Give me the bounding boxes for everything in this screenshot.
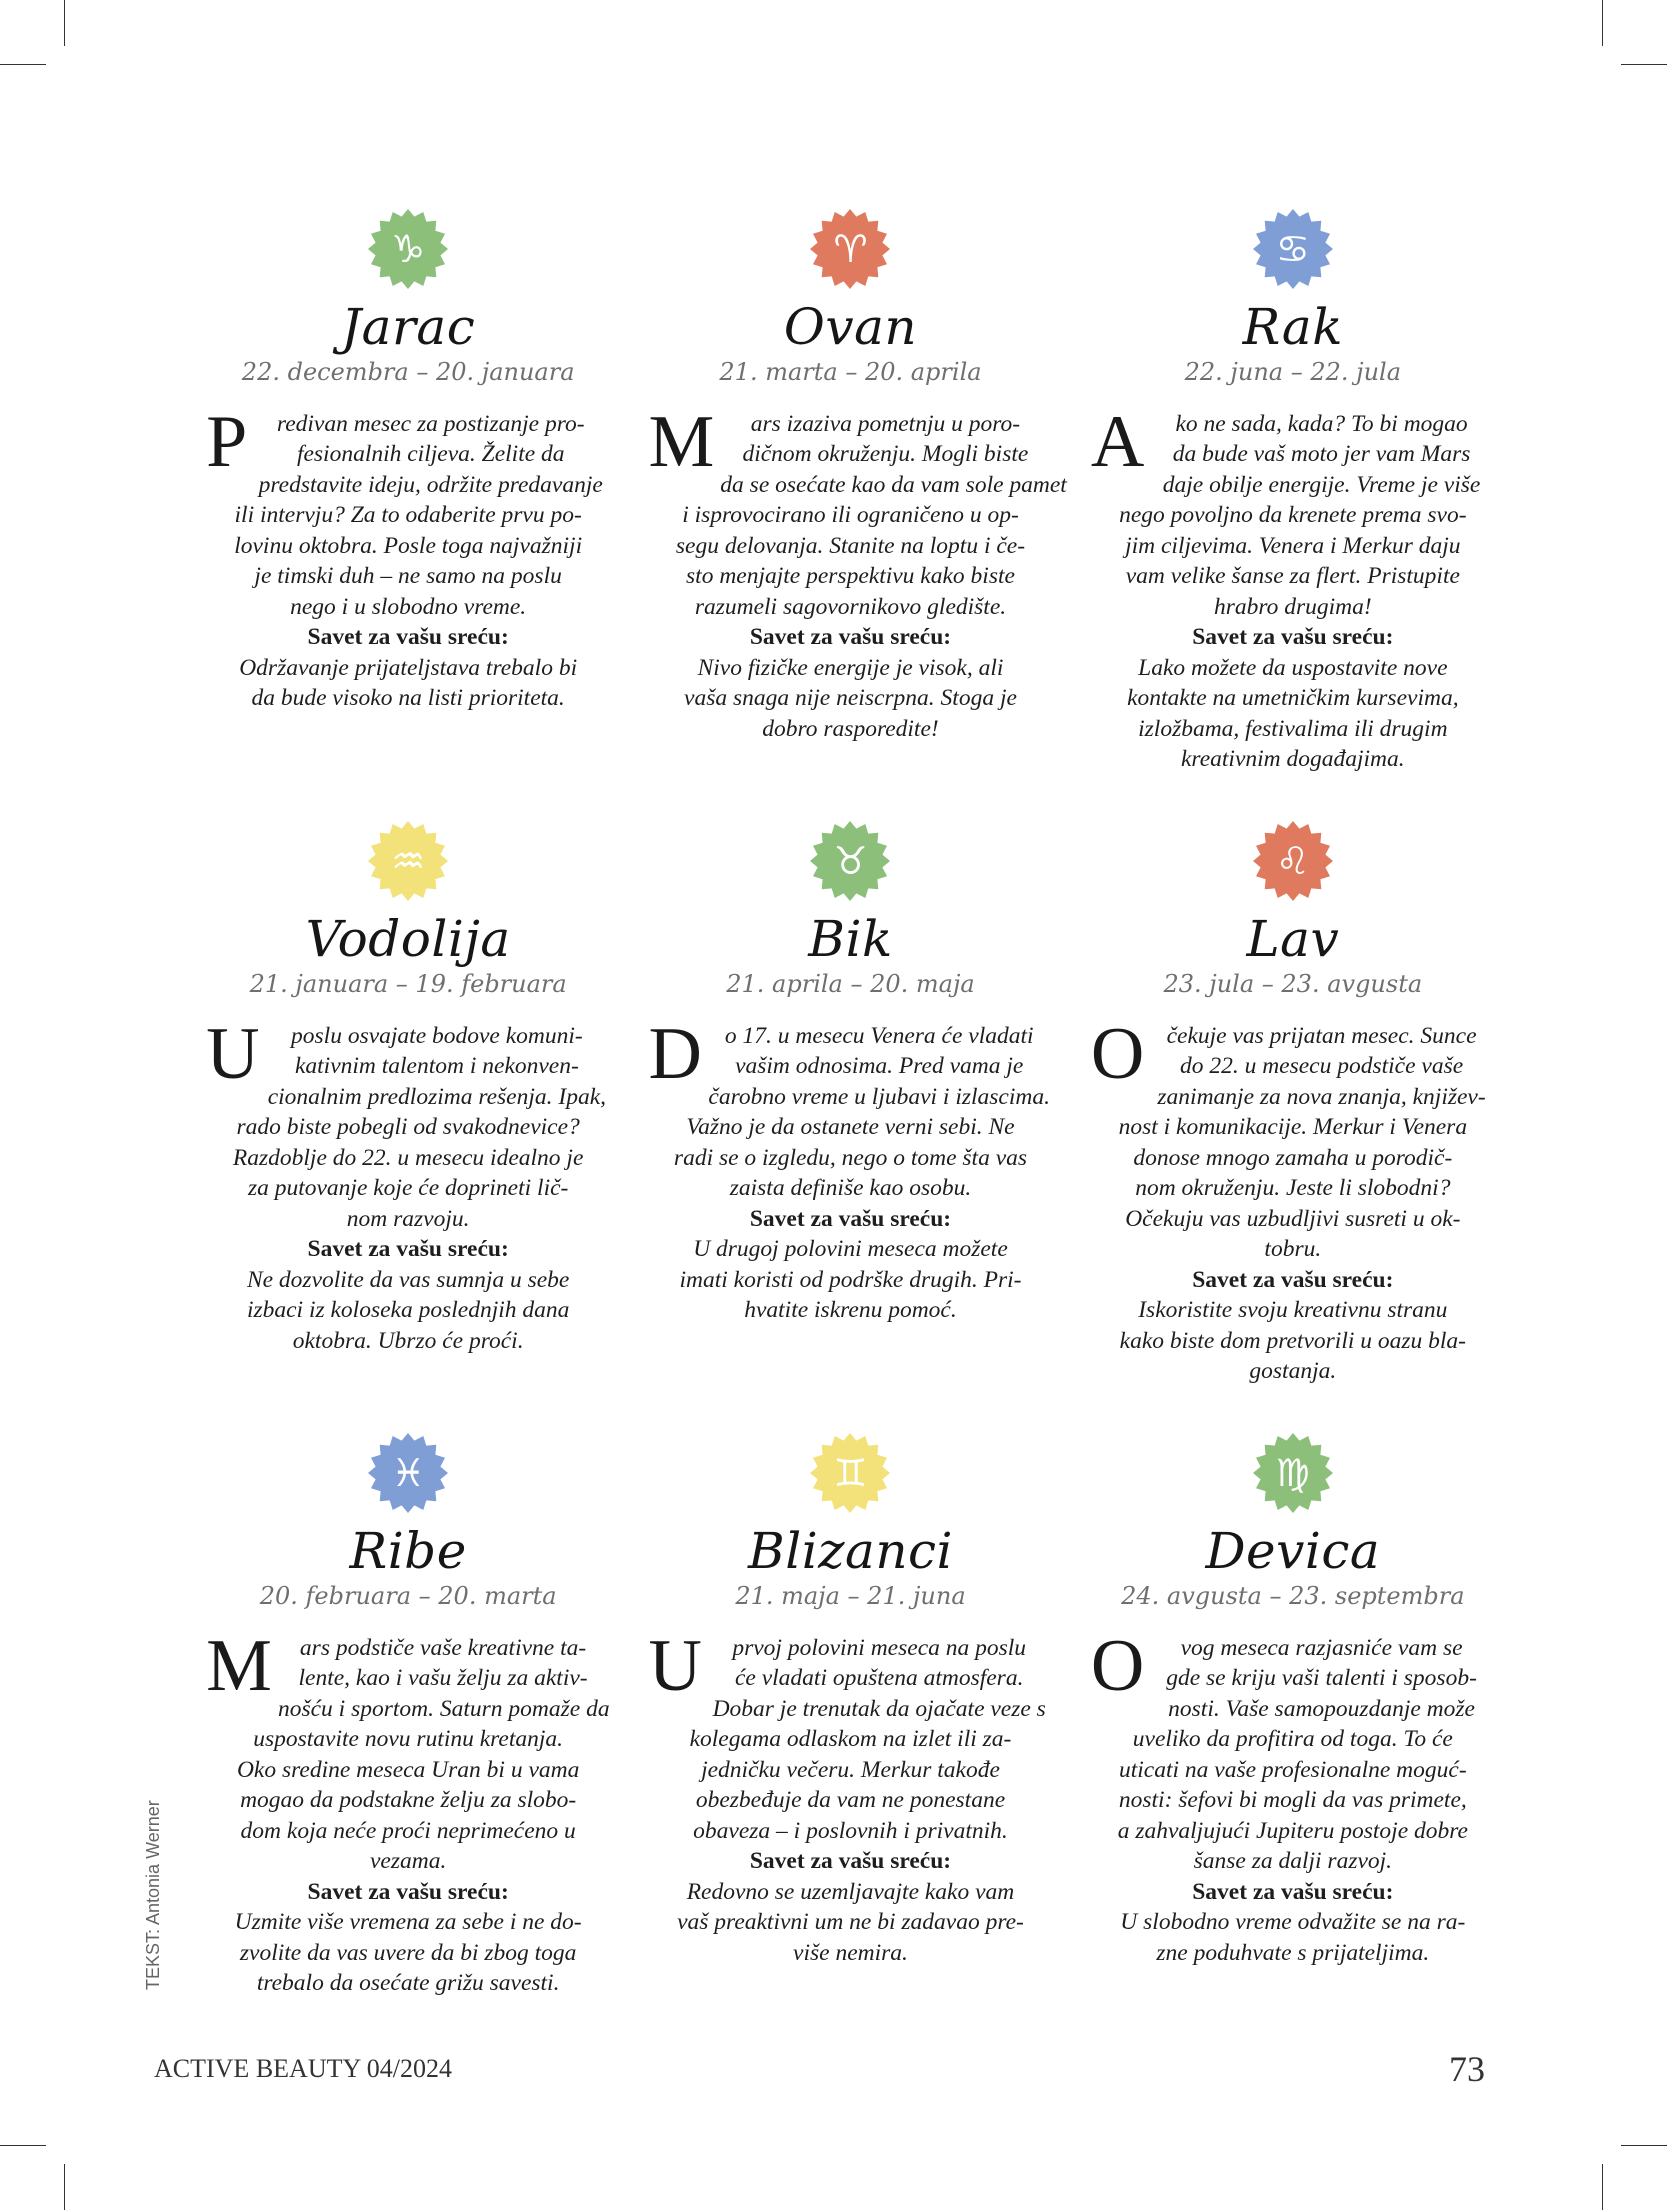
text-line: jedničku večeru. Merkur takođe: [701, 1756, 1000, 1783]
sign-name: Blizanci: [747, 1522, 954, 1580]
sign-dates: 23. jula – 23. avgusta: [1163, 970, 1423, 998]
advice-title: Savet za vašu sreću:: [1192, 1266, 1394, 1293]
advice-title: Savet za vašu sreću:: [1192, 1878, 1394, 1905]
text-line: nosti. Vaše samopouzdanje može: [1168, 1695, 1475, 1722]
text-line: da bude vaš moto jer vam Mars: [1172, 441, 1471, 468]
drop-cap: D: [648, 1012, 702, 1095]
crop-mark: [1602, 2164, 1603, 2210]
advice-line: oktobra. Ubrzo će proći.: [292, 1327, 524, 1354]
text-line: segu delovanja. Stanite na loptu i če-: [675, 532, 1026, 559]
drop-cap: U: [648, 1624, 702, 1707]
advice-line: Ne dozvolite da vas sumnja u sebe: [246, 1266, 570, 1293]
advice-line: gostanja.: [1249, 1358, 1337, 1385]
text-line: sto menjajte perspektivu kako biste: [686, 563, 1015, 590]
text-line: Važno je da ostanete verni sebi. Ne: [686, 1114, 1015, 1141]
text-line: nom okruženju. Jeste li slobodni?: [1135, 1175, 1451, 1202]
text-line: Očekuju vas uzbudljivi susreti u ok-: [1125, 1205, 1461, 1232]
advice-line: da bude visoko na listi prioriteta.: [251, 685, 565, 712]
sign-name: Ovan: [783, 298, 918, 356]
text-line: zaista definiše kao osobu.: [729, 1175, 972, 1202]
advice-line: Održavanje prijateljstava trebalo bi: [239, 654, 578, 681]
advice-line: Redovno se uzemljavajte kako vam: [686, 1878, 1015, 1905]
text-line: nego i u slobodno vreme.: [290, 593, 527, 620]
text-line: poslu osvajate bodove komuni-: [291, 1022, 583, 1049]
advice-line: dobro rasporedite!: [762, 715, 939, 742]
text-line: ars izaziva pometnju u poro-: [750, 410, 1021, 437]
horoscope-text: [206, 1012, 608, 1357]
text-line: da se osećate kao da vam sole pamet: [720, 471, 1067, 498]
advice-line: vaš preaktivni um ne bi zadavao pre-: [677, 1909, 1024, 1936]
sign-dates: 22. decembra – 20. januara: [241, 358, 575, 386]
sign-name: Rak: [1242, 298, 1344, 356]
text-line: lente, kao i vašu želju za aktiv-: [298, 1665, 588, 1692]
horoscope-text: [206, 400, 608, 714]
text-line: hrabro drugima!: [1213, 593, 1372, 620]
text-line: obezbeđuje da vam ne ponestane: [695, 1787, 1006, 1814]
advice-line: trebalo da osećate grižu savesti.: [256, 1970, 560, 1997]
text-line: i isprovocirano ili ograničeno u op-: [682, 502, 1019, 529]
sign-dates: 21. januara – 19. februara: [249, 970, 567, 998]
text-line: cionalnim predlozima rešenja. Ipak,: [267, 1083, 607, 1110]
horoscope-text: [648, 1012, 1050, 1326]
advice-title: Savet za vašu sreću:: [307, 1236, 509, 1263]
aquarius-icon: ♒: [367, 820, 449, 902]
sign-dates: 21. marta – 20. aprila: [719, 358, 982, 386]
sign-name: Lav: [1246, 910, 1340, 968]
sign-lav: [1085, 820, 1501, 1432]
text-line: uveliko da profitira od toga. To će: [1132, 1726, 1453, 1753]
horoscope-text: [1090, 1624, 1493, 1969]
advice-line: U drugoj polovini meseca možete: [693, 1236, 1008, 1263]
sign-dates: 20. februara – 20. marta: [259, 1582, 557, 1610]
text-line: ko ne sada, kada? To bi mogao: [1175, 410, 1468, 437]
text-line: uspostavite novu rutinu kretanja.: [253, 1726, 564, 1753]
text-line: obaveza – i poslovnih i privatnih.: [693, 1817, 1008, 1844]
text-line: šanse za dalji razvoj.: [1193, 1848, 1393, 1875]
text-line: daje obilje energije. Vreme je više: [1162, 471, 1481, 498]
aries-icon: ♈: [809, 208, 891, 290]
text-line: o 17. u mesecu Venera će vladati: [724, 1022, 1034, 1049]
sign-name: Vodolija: [305, 910, 511, 968]
horoscope-text: [1090, 1012, 1493, 1387]
text-line: čarobno vreme u ljubavi i izlascima.: [708, 1083, 1050, 1110]
text-line: nost i komunikacije. Merkur i Venera: [1118, 1114, 1468, 1141]
advice-title: Savet za vašu sreću:: [749, 624, 952, 651]
text-line: gde se kriju vaši talenti i sposob-: [1166, 1665, 1477, 1692]
horoscope-text: [648, 1624, 1050, 1969]
text-line: kativnim talentom i nekonven-: [294, 1053, 579, 1080]
crop-mark: [64, 2164, 65, 2210]
text-line: do 22. u mesecu podstiče vaše: [1179, 1053, 1464, 1080]
text-line: je timski duh – ne samo na poslu: [254, 563, 562, 590]
text-line: prvoj polovini meseca na poslu: [732, 1634, 1027, 1661]
text-line: čekuje vas prijatan mesec. Sunce: [1166, 1022, 1477, 1049]
drop-cap: U: [206, 1012, 260, 1095]
text-line: vezama.: [369, 1848, 447, 1875]
drop-cap: O: [1090, 1624, 1145, 1707]
sign-bik: [642, 820, 1058, 1432]
sign-ovan: [642, 208, 1067, 820]
page-number: 73: [1449, 2049, 1485, 2089]
pisces-icon: ♓: [367, 1432, 449, 1514]
virgo-icon: ♍: [1252, 1432, 1334, 1514]
text-line: će vladati opuštena atmosfera.: [734, 1665, 1024, 1692]
crop-mark: [0, 64, 46, 65]
advice-line: izbaci iz koloseka poslednjih dana: [246, 1297, 570, 1324]
magazine-issue: ACTIVE BEAUTY 04/2024: [154, 2054, 453, 2083]
text-line: redivan mesec za postizanje pro-: [276, 410, 585, 437]
text-line: za putovanje koje će doprineti lič-: [247, 1175, 569, 1202]
text-line: dičnom okruženju. Mogli biste: [742, 441, 1029, 468]
text-line: zanimanje za nova znanja, književ-: [1157, 1083, 1486, 1110]
sign-name: Devica: [1205, 1522, 1381, 1580]
crop-mark: [0, 2145, 46, 2146]
cancer-icon: ♋: [1252, 208, 1334, 290]
sign-jarac: [200, 208, 616, 820]
horoscope-text: [1090, 400, 1493, 775]
sign-dates: 21. maja – 21. juna: [735, 1582, 966, 1610]
taurus-icon: ♉: [809, 820, 891, 902]
text-line: vog meseca razjasniće vam se: [1180, 1634, 1463, 1661]
text-line: predstavite ideju, održite predavanje: [258, 471, 603, 498]
text-line: kolegama odlaskom na izlet ili za-: [689, 1726, 1012, 1753]
text-line: nom razvoju.: [346, 1205, 470, 1232]
advice-line: zne poduhvate s prijateljima.: [1156, 1939, 1430, 1966]
advice-line: Iskoristite svoju kreativnu stranu: [1138, 1297, 1448, 1324]
crop-mark: [1621, 2145, 1667, 2146]
horoscope-grid: [200, 208, 1501, 1999]
crop-mark: [1621, 64, 1667, 65]
sign-devica: [1085, 1432, 1501, 1999]
text-line: rado biste pobegli od svakodnevice?: [236, 1114, 580, 1141]
advice-line: Lako možete da uspostavite nove: [1138, 654, 1448, 681]
advice-line: hvatite iskrenu pomoć.: [744, 1297, 957, 1324]
text-line: Razdoblje do 22. u mesecu idealno je: [232, 1144, 584, 1171]
text-line: donose mnogo zamaha u porodič-: [1133, 1144, 1453, 1171]
text-line: ars podstiče vaše kreativne ta-: [299, 1634, 587, 1661]
advice-line: imati koristi od podrške drugih. Pri-: [679, 1266, 1022, 1293]
text-line: nošću i sportom. Saturn pomaže da: [277, 1695, 610, 1722]
advice-line: vaša snaga nije neiscrpna. Stoga je: [684, 685, 1017, 712]
drop-cap: A: [1090, 400, 1145, 483]
text-line: jim ciljevima. Venera i Merkur daju: [1125, 532, 1461, 559]
advice-line: Nivo fizičke energije je visok, ali: [697, 654, 1004, 681]
drop-cap: P: [206, 400, 248, 483]
horoscope-text: [648, 400, 1067, 745]
advice-line: kako biste dom pretvorili u oazu bla-: [1119, 1327, 1467, 1354]
text-line: a zahvaljujući Jupiteru postoje dobre: [1117, 1817, 1468, 1844]
sign-dates: 21. aprila – 20. maja: [726, 970, 975, 998]
advice-title: Savet za vašu sreću:: [307, 624, 509, 651]
advice-title: Savet za vašu sreću:: [1192, 624, 1394, 651]
sign-rak: [1085, 208, 1501, 820]
text-line: dom koja neće proći neprimećeno u: [240, 1817, 576, 1844]
advice-line: izložbama, festivalima ili drugim: [1138, 715, 1448, 742]
text-line: mogao da podstakne želju za slobo-: [240, 1787, 577, 1814]
sign-blizanci: [642, 1432, 1058, 1999]
text-line: razumeli sagovornikovo gledište.: [694, 593, 1007, 620]
sign-dates: 22. juna – 22. jula: [1184, 358, 1402, 386]
text-line: uticati na vaše profesionalne moguć-: [1119, 1756, 1467, 1783]
author-credit: TEKST: Antonia Werner: [143, 1800, 163, 1990]
text-line: nosti: šefovi bi mogli da vas primete,: [1118, 1787, 1467, 1814]
advice-line: U slobodno vreme odvažite se na ra-: [1120, 1909, 1466, 1936]
text-line: vam velike šanse za flert. Pristupite: [1125, 563, 1460, 590]
text-line: tobru.: [1264, 1236, 1322, 1263]
text-line: fesionalnih ciljeva. Želite da: [296, 441, 565, 468]
text-line: nego povoljno da krenete prema svo-: [1119, 502, 1467, 529]
advice-line: više nemira.: [793, 1939, 908, 1966]
sign-dates: 24. avgusta – 23. septembra: [1121, 1582, 1465, 1610]
advice-line: Uzmite više vremena za sebe i ne do-: [234, 1909, 582, 1936]
sign-name: Jarac: [341, 298, 476, 356]
drop-cap: O: [1090, 1012, 1145, 1095]
text-line: lovinu oktobra. Posle toga najvažniji: [234, 532, 583, 559]
advice-title: Savet za vašu sreću:: [749, 1848, 952, 1875]
advice-title: Savet za vašu sreću:: [749, 1205, 952, 1232]
sign-name: Bik: [808, 910, 893, 968]
text-line: radi se o izgledu, nego o tome šta vas: [673, 1144, 1028, 1171]
advice-line: kreativnim događajima.: [1181, 746, 1405, 773]
sign-ribe: [200, 1432, 616, 1999]
sign-name: Ribe: [349, 1522, 467, 1580]
crop-mark: [64, 0, 65, 46]
text-line: Oko sredine meseca Uran bi u vama: [236, 1756, 580, 1783]
advice-line: zvolite da vas uvere da bi zbog toga: [239, 1939, 577, 1966]
text-line: ili intervju? Za to odaberite prvu po-: [234, 502, 582, 529]
advice-title: Savet za vašu sreću:: [307, 1878, 509, 1905]
advice-line: kontakte na umetničkim kursevima,: [1127, 685, 1459, 712]
text-line: Dobar je trenutak da ojačate veze s: [712, 1695, 1046, 1722]
capricorn-icon: ♑: [367, 208, 449, 290]
drop-cap: M: [206, 1624, 272, 1707]
crop-mark: [1602, 0, 1603, 46]
leo-icon: ♌: [1252, 820, 1334, 902]
text-line: vašim odnosima. Pred vama je: [735, 1053, 1024, 1080]
sign-vodolija: [200, 820, 616, 1432]
gemini-icon: ♊: [809, 1432, 891, 1514]
drop-cap: M: [648, 400, 715, 483]
horoscope-text: [206, 1624, 610, 1999]
